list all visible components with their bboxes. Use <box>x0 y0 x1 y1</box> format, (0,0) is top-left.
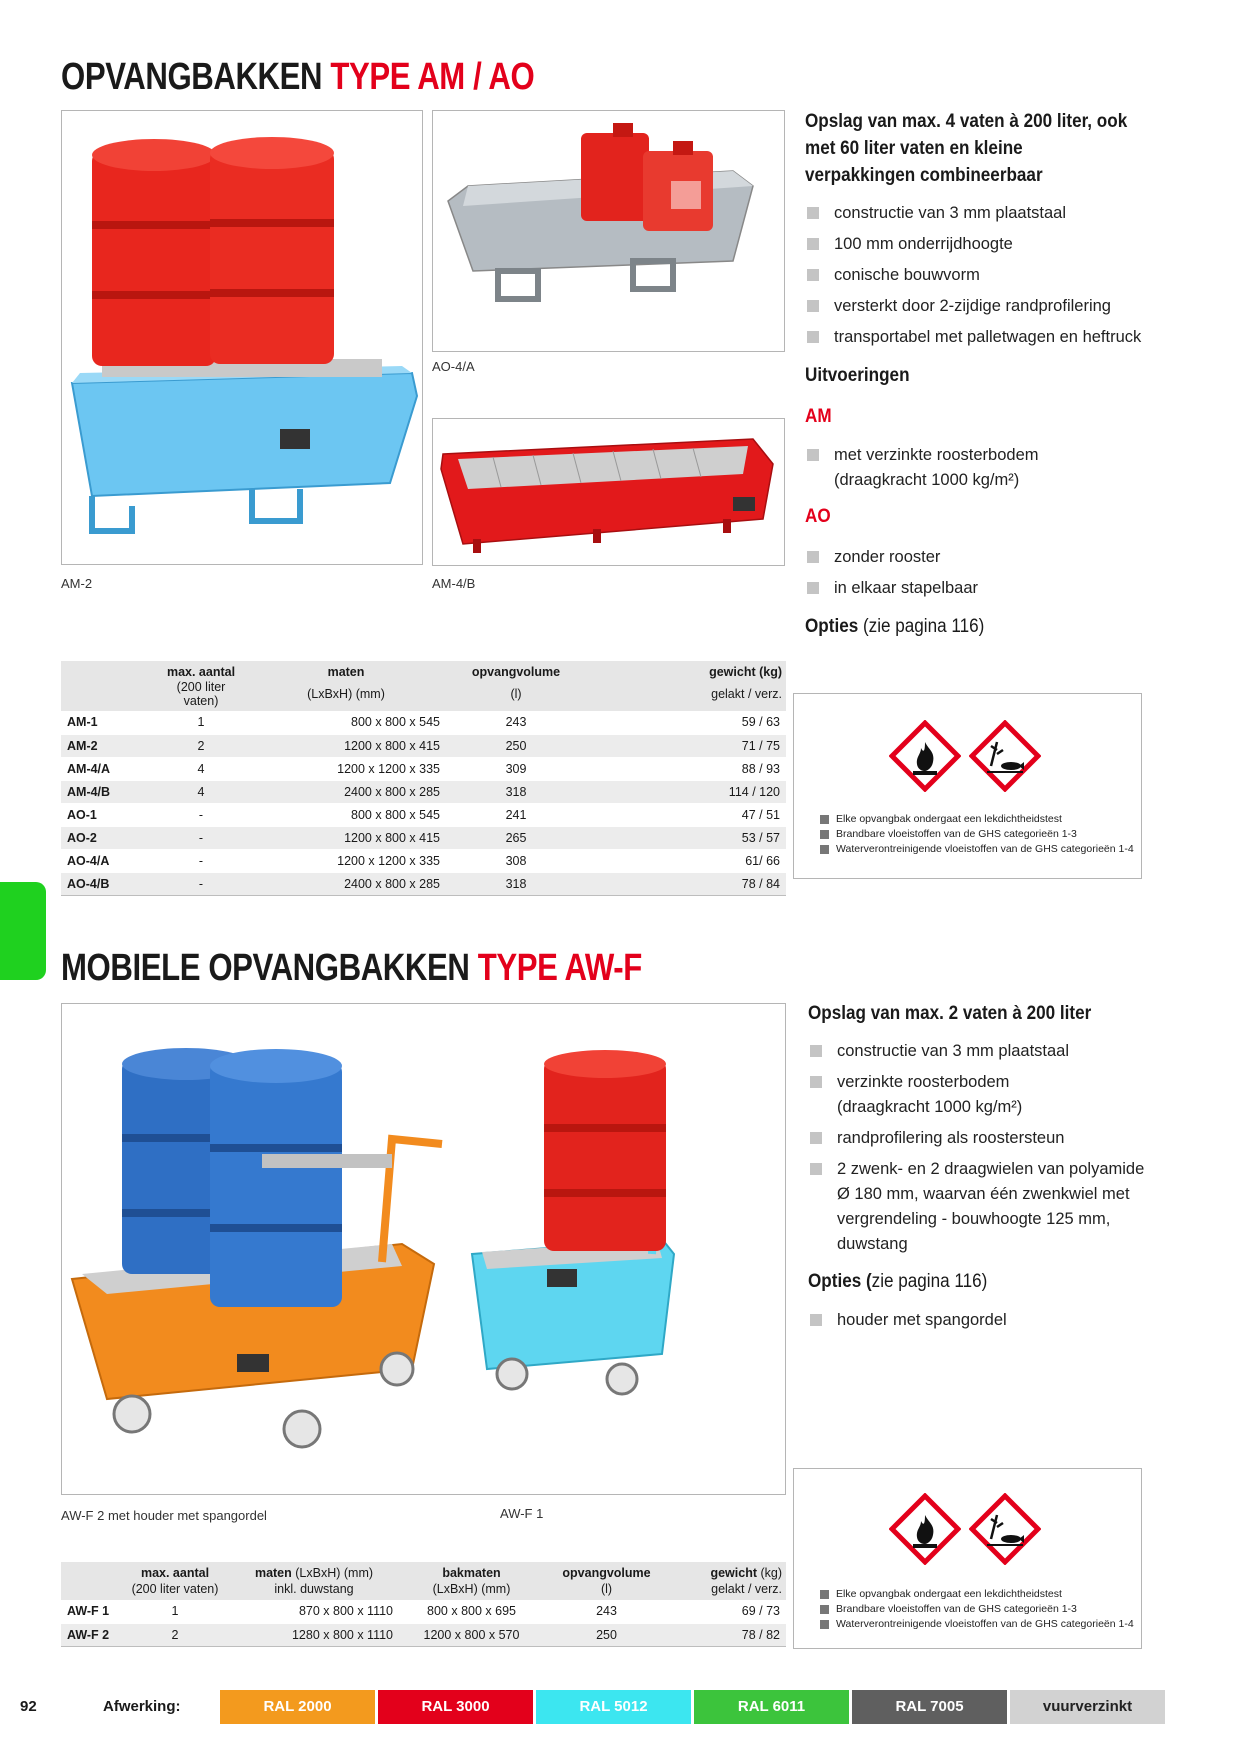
feature-item: versterkt door 2-zijdige randprofilering <box>805 294 1205 319</box>
col-subheader: (200 liter vaten) <box>121 1581 229 1600</box>
cell-model: AW-F 1 <box>61 1600 121 1623</box>
col-header <box>669 1562 786 1581</box>
ral-swatch: RAL 6011 <box>694 1690 849 1724</box>
cell-bakmaten: 1200 x 800 x 570 <box>399 1623 544 1646</box>
ral-swatch: vuurverzinkt <box>1010 1690 1165 1724</box>
table-corner <box>61 1581 121 1600</box>
cell-aantal: 4 <box>156 757 246 780</box>
feature-item: constructie van 3 mm plaatstaal <box>805 201 1205 226</box>
cell-aantal: - <box>156 849 246 872</box>
section1-title-black: OPVANGBAKKEN <box>61 56 331 98</box>
cell-maten: 1280 x 800 x 1110 <box>229 1623 399 1646</box>
cell-gewicht: 53 / 57 <box>586 826 786 849</box>
feature-item: 100 mm onderrijdhoogte <box>805 232 1205 257</box>
cell-gewicht: 78 / 84 <box>586 872 786 895</box>
col-header: gewicht (kg) <box>586 661 786 680</box>
col-header <box>121 1562 229 1581</box>
ao-features <box>805 545 1105 607</box>
col-subheader: (l) <box>446 680 586 711</box>
cell-bakmaten: 800 x 800 x 695 <box>399 1600 544 1623</box>
table-row <box>61 872 786 895</box>
cell-model: AO-2 <box>61 826 156 849</box>
section2-opties <box>808 1308 1148 1339</box>
section1-heading: Opslag van max. 4 vaten à 200 liter, ook met 60 liter vaten en kleine verpakkingen combineerbaar <box>805 111 1128 186</box>
photo-awf <box>61 1003 786 1495</box>
col-header: max. aantal <box>156 661 246 680</box>
photo-am4b <box>432 418 785 566</box>
cell-aantal: 1 <box>156 711 246 734</box>
col-subheader: (l) <box>544 1581 669 1600</box>
hazard-box-2 <box>793 1468 1142 1649</box>
ao-label: AO <box>805 506 831 527</box>
col-subheader: gelakt / verz. <box>669 1581 786 1600</box>
table-row <box>61 711 786 734</box>
hazard-notes-1 <box>820 812 1134 857</box>
cell-maten: 1200 x 1200 x 335 <box>246 849 446 872</box>
cell-aantal: 4 <box>156 780 246 803</box>
hazard-note: Brandbare vloeistoffen van de GHS categorieën 1-3 <box>820 1602 1134 1617</box>
cell-maten: 1200 x 800 x 415 <box>246 826 446 849</box>
spec-table-am-ao <box>61 661 786 896</box>
cell-gewicht: 114 / 120 <box>586 780 786 803</box>
opties-label-2: Opties ( <box>808 1271 872 1292</box>
feature-item: verzinkte roosterbodem (draagkracht 1000 kg/m²) <box>808 1070 1038 1120</box>
cell-model: AO-4/A <box>61 849 156 872</box>
hazard-note: Waterverontreinigende vloeistoffen van de GHS categorieën 1-4 <box>820 1617 1134 1632</box>
ral-swatch: RAL 5012 <box>536 1690 691 1724</box>
col-subheader: inkl. duwstang <box>229 1581 399 1600</box>
cell-aantal: 2 <box>156 734 246 757</box>
cell-model: AW-F 2 <box>61 1623 121 1646</box>
feature-item: 2 zwenk- en 2 draagwielen van polyamide Ø 180 mm, waarvan één zwenkwiel met vergrendeling - bouwhoogte 125 mm, duwstang <box>808 1157 1153 1257</box>
col-header <box>544 1562 669 1581</box>
section2-title-black: MOBIELE OPVANGBAKKEN <box>61 947 478 989</box>
cell-volume: 241 <box>446 803 586 826</box>
table-row <box>61 826 786 849</box>
cell-volume: 308 <box>446 849 586 872</box>
cell-gewicht: 88 / 93 <box>586 757 786 780</box>
cell-gewicht: 59 / 63 <box>586 711 786 734</box>
hazard-note: Elke opvangbak ondergaat een lekdichtheidstest <box>820 1587 1134 1602</box>
cell-aantal: 2 <box>121 1623 229 1646</box>
photo-am2 <box>61 110 423 565</box>
cell-volume: 250 <box>544 1623 669 1646</box>
ghs-environment-icon <box>969 1493 1041 1565</box>
caption-awf2: AW-F 2 met houder met spangordel <box>61 1508 267 1523</box>
caption-am2: AM-2 <box>61 576 93 591</box>
table-row <box>61 803 786 826</box>
page-number: 92 <box>20 1698 37 1715</box>
table-row <box>61 757 786 780</box>
ghs-environment-icon <box>969 720 1041 792</box>
ral-swatch: RAL 2000 <box>220 1690 375 1724</box>
hazard-note: Elke opvangbak ondergaat een lekdichtheidstest <box>820 812 1134 827</box>
col-header-text: maten <box>254 1565 292 1580</box>
am-features <box>805 443 1045 499</box>
table-row <box>61 849 786 872</box>
cell-model: AO-4/B <box>61 872 156 895</box>
col-header-text: opvangvolume <box>562 1565 651 1580</box>
cell-volume: 309 <box>446 757 586 780</box>
cell-maten: 1200 x 800 x 415 <box>246 734 446 757</box>
cell-maten: 800 x 800 x 545 <box>246 711 446 734</box>
feature-item: conische bouwvorm <box>805 263 1205 288</box>
table-row <box>61 734 786 757</box>
col-subheader: gelakt / verz. <box>586 680 786 711</box>
col-header-unit: (LxBxH) (mm) <box>291 1565 374 1580</box>
cell-model: AM-4/A <box>61 757 156 780</box>
cell-maten: 870 x 800 x 1110 <box>229 1600 399 1623</box>
opties-label: Opties <box>805 616 859 637</box>
photo-ao4a <box>432 110 785 352</box>
col-header-text: max. aantal <box>140 1565 210 1580</box>
feature-item: transportabel met palletwagen en heftruck <box>805 325 1205 350</box>
ghs-flame-icon <box>889 720 961 792</box>
cell-gewicht: 71 / 75 <box>586 734 786 757</box>
caption-awf1: AW-F 1 <box>500 1506 544 1521</box>
section1-title-red: TYPE AM / AO <box>330 56 535 98</box>
col-header-text: bakmaten <box>442 1565 501 1580</box>
section2-title <box>61 947 642 990</box>
cell-aantal: - <box>156 826 246 849</box>
section1-features <box>805 201 1205 356</box>
feature-item: met verzinkte roosterbodem (draagkracht 1000 kg/m²) <box>805 443 1045 493</box>
cell-volume: 250 <box>446 734 586 757</box>
cell-gewicht: 78 / 82 <box>669 1623 786 1646</box>
ghs-flame-icon <box>889 1493 961 1565</box>
cell-volume: 243 <box>544 1600 669 1623</box>
opties-line <box>805 616 984 638</box>
feature-item: randprofilering als roostersteun <box>808 1126 1153 1151</box>
col-header <box>229 1562 399 1581</box>
cell-model: AM-2 <box>61 734 156 757</box>
cell-maten: 2400 x 800 x 285 <box>246 872 446 895</box>
cell-volume: 318 <box>446 872 586 895</box>
caption-ao4a: AO-4/A <box>432 359 475 374</box>
table-row <box>61 780 786 803</box>
cell-volume: 265 <box>446 826 586 849</box>
feature-item: zonder rooster <box>805 545 1105 570</box>
table-corner <box>61 1562 121 1581</box>
cell-gewicht: 47 / 51 <box>586 803 786 826</box>
col-header-text: gewicht <box>710 1565 757 1580</box>
table-row <box>61 1600 786 1623</box>
cell-aantal: - <box>156 872 246 895</box>
col-subheader: (LxBxH) (mm) <box>399 1581 544 1600</box>
col-header: opvangvolume <box>446 661 586 680</box>
cell-model: AO-1 <box>61 803 156 826</box>
hazard-notes-2 <box>820 1587 1134 1632</box>
section2-heading: Opslag van max. 2 vaten à 200 liter <box>808 1003 1092 1024</box>
col-header-unit: (kg) <box>757 1565 782 1580</box>
cell-gewicht: 61/ 66 <box>586 849 786 872</box>
table-row <box>61 1623 786 1646</box>
hazard-box-1 <box>793 693 1142 879</box>
cell-model: AM-1 <box>61 711 156 734</box>
chapter-tab <box>0 882 46 980</box>
cell-gewicht: 69 / 73 <box>669 1600 786 1623</box>
ral-swatch: RAL 3000 <box>378 1690 533 1724</box>
section2-title-red: TYPE AW-F <box>477 947 642 989</box>
cell-aantal: - <box>156 803 246 826</box>
caption-am4b: AM-4/B <box>432 576 476 591</box>
cell-maten: 2400 x 800 x 285 <box>246 780 446 803</box>
cell-model: AM-4/B <box>61 780 156 803</box>
cell-volume: 318 <box>446 780 586 803</box>
am-label: AM <box>805 406 832 427</box>
cell-maten: 1200 x 1200 x 335 <box>246 757 446 780</box>
hazard-note: Waterverontreinigende vloeistoffen van de GHS categorieën 1-4 <box>820 842 1134 857</box>
spec-table-awf <box>61 1562 786 1647</box>
cell-aantal: 1 <box>121 1600 229 1623</box>
cell-maten: 800 x 800 x 545 <box>246 803 446 826</box>
col-subheader: (200 liter vaten) <box>156 680 246 711</box>
ral-swatch: RAL 7005 <box>852 1690 1007 1724</box>
feature-item: in elkaar stapelbaar <box>805 576 1105 601</box>
col-subheader: (LxBxH) (mm) <box>246 680 446 711</box>
table-corner <box>61 680 156 711</box>
section1-title <box>61 56 534 99</box>
opties-line-2 <box>808 1271 987 1293</box>
feature-item: constructie van 3 mm plaatstaal <box>808 1039 1153 1064</box>
table-corner <box>61 661 156 680</box>
hazard-note: Brandbare vloeistoffen van de GHS categorieën 1-3 <box>820 827 1134 842</box>
col-header <box>399 1562 544 1581</box>
section2-features <box>808 1039 1153 1263</box>
opties-ref: (zie pagina 116) <box>858 616 985 637</box>
cell-volume: 243 <box>446 711 586 734</box>
col-header: maten <box>246 661 446 680</box>
option-item: houder met spangordel <box>808 1308 1148 1333</box>
uitvoeringen-label: Uitvoeringen <box>805 365 910 386</box>
opties-ref-2: zie pagina 116) <box>871 1271 988 1292</box>
afwerking-label: Afwerking: <box>103 1698 181 1715</box>
